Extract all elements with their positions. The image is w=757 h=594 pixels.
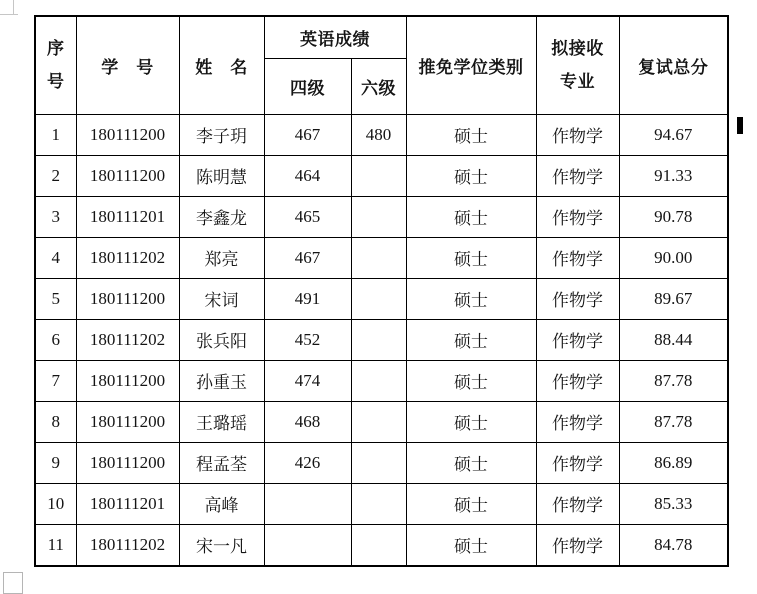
cell-total-score: 90.78 <box>619 196 728 237</box>
table-row <box>35 278 728 319</box>
cell-student-id: 180111200 <box>76 442 179 483</box>
cell-index: 2 <box>35 155 76 196</box>
header-index-line2: 号 <box>47 72 65 92</box>
cell-major: 作物学 <box>536 278 619 319</box>
cell-cet4-score: 464 <box>264 155 351 196</box>
table-row <box>35 319 728 360</box>
cell-major: 作物学 <box>536 483 619 524</box>
header-index-line1: 序 <box>47 39 65 59</box>
table-row <box>35 483 728 524</box>
table-header <box>35 16 728 114</box>
cell-degree-type: 硕士 <box>406 442 536 483</box>
cell-student-id: 180111202 <box>76 237 179 278</box>
cell-index: 1 <box>35 114 76 155</box>
cell-total-score: 84.78 <box>619 524 728 566</box>
cell-student-id: 180111202 <box>76 319 179 360</box>
table-row <box>35 196 728 237</box>
cell-student-id: 180111200 <box>76 360 179 401</box>
cell-cet4-score: 465 <box>264 196 351 237</box>
cell-major: 作物学 <box>536 524 619 566</box>
cell-total-score: 94.67 <box>619 114 728 155</box>
header-english-group: 英语成绩 <box>264 16 406 58</box>
cell-cet6-score <box>351 360 406 401</box>
table-row <box>35 360 728 401</box>
cell-index: 3 <box>35 196 76 237</box>
cell-total-score: 89.67 <box>619 278 728 319</box>
cell-name: 孙重玉 <box>179 360 264 401</box>
cell-cet6-score <box>351 442 406 483</box>
cell-index: 5 <box>35 278 76 319</box>
cell-degree-type: 硕士 <box>406 360 536 401</box>
cell-index: 9 <box>35 442 76 483</box>
table-row <box>35 155 728 196</box>
cell-cet6-score <box>351 483 406 524</box>
header-major-line1: 拟接收 <box>551 39 604 59</box>
cell-cet6-score <box>351 237 406 278</box>
header-degree-type: 推免学位类别 <box>406 16 536 114</box>
table-row <box>35 524 728 566</box>
cell-name: 李子玥 <box>179 114 264 155</box>
grid-cell-artifact <box>3 572 23 594</box>
cell-cet4-score: 474 <box>264 360 351 401</box>
cell-index: 4 <box>35 237 76 278</box>
cell-total-score: 86.89 <box>619 442 728 483</box>
cell-name: 张兵阳 <box>179 319 264 360</box>
table-row <box>35 401 728 442</box>
cell-name: 程孟荃 <box>179 442 264 483</box>
cell-name: 高峰 <box>179 483 264 524</box>
header-cet4: 四级 <box>264 58 351 114</box>
cell-total-score: 90.00 <box>619 237 728 278</box>
cell-student-id: 180111200 <box>76 114 179 155</box>
cell-degree-type: 硕士 <box>406 196 536 237</box>
cell-cet6-score <box>351 319 406 360</box>
cell-index: 11 <box>35 524 76 566</box>
cell-student-id: 180111201 <box>76 483 179 524</box>
header-major <box>536 16 619 114</box>
cell-index: 8 <box>35 401 76 442</box>
cell-major: 作物学 <box>536 114 619 155</box>
cell-name: 郑亮 <box>179 237 264 278</box>
cell-index: 6 <box>35 319 76 360</box>
cell-cet4-score: 467 <box>264 237 351 278</box>
cell-degree-type: 硕士 <box>406 237 536 278</box>
cell-cet4-score <box>264 483 351 524</box>
table-row <box>35 114 728 155</box>
cell-cet6-score: 480 <box>351 114 406 155</box>
cell-student-id: 180111200 <box>76 155 179 196</box>
admission-score-table <box>34 15 729 567</box>
cell-total-score: 85.33 <box>619 483 728 524</box>
cell-cet4-score: 452 <box>264 319 351 360</box>
cell-student-id: 180111200 <box>76 401 179 442</box>
cell-name: 宋词 <box>179 278 264 319</box>
header-index <box>35 16 76 114</box>
header-total-score: 复试总分 <box>619 16 728 114</box>
text-cursor-artifact <box>737 117 743 134</box>
header-cet6: 六级 <box>351 58 406 114</box>
cell-major: 作物学 <box>536 319 619 360</box>
cell-major: 作物学 <box>536 442 619 483</box>
cell-total-score: 91.33 <box>619 155 728 196</box>
cell-degree-type: 硕士 <box>406 401 536 442</box>
table-row <box>35 237 728 278</box>
table-body <box>35 114 728 566</box>
cell-cet6-score <box>351 401 406 442</box>
cell-total-score: 88.44 <box>619 319 728 360</box>
cell-degree-type: 硕士 <box>406 278 536 319</box>
cell-cet6-score <box>351 155 406 196</box>
cell-name: 李鑫龙 <box>179 196 264 237</box>
cell-cet6-score <box>351 524 406 566</box>
cell-index: 7 <box>35 360 76 401</box>
cell-major: 作物学 <box>536 401 619 442</box>
cell-degree-type: 硕士 <box>406 483 536 524</box>
grid-corner-line-horizontal <box>0 14 18 15</box>
grid-corner-line-vertical <box>13 0 14 14</box>
cell-cet4-score: 426 <box>264 442 351 483</box>
cell-cet6-score <box>351 278 406 319</box>
cell-major: 作物学 <box>536 237 619 278</box>
cell-cet4-score: 491 <box>264 278 351 319</box>
cell-name: 陈明慧 <box>179 155 264 196</box>
cell-student-id: 180111202 <box>76 524 179 566</box>
cell-cet4-score: 468 <box>264 401 351 442</box>
cell-student-id: 180111201 <box>76 196 179 237</box>
cell-major: 作物学 <box>536 155 619 196</box>
cell-cet4-score: 467 <box>264 114 351 155</box>
cell-cet4-score <box>264 524 351 566</box>
cell-cet6-score <box>351 196 406 237</box>
cell-total-score: 87.78 <box>619 401 728 442</box>
header-name: 姓 名 <box>179 16 264 114</box>
header-student-id: 学 号 <box>76 16 179 114</box>
cell-major: 作物学 <box>536 196 619 237</box>
cell-major: 作物学 <box>536 360 619 401</box>
header-major-line2: 专业 <box>560 72 595 92</box>
cell-degree-type: 硕士 <box>406 319 536 360</box>
cell-degree-type: 硕士 <box>406 114 536 155</box>
cell-student-id: 180111200 <box>76 278 179 319</box>
cell-name: 王璐瑶 <box>179 401 264 442</box>
cell-degree-type: 硕士 <box>406 155 536 196</box>
cell-index: 10 <box>35 483 76 524</box>
cell-total-score: 87.78 <box>619 360 728 401</box>
cell-degree-type: 硕士 <box>406 524 536 566</box>
cell-name: 宋一凡 <box>179 524 264 566</box>
table-row <box>35 442 728 483</box>
